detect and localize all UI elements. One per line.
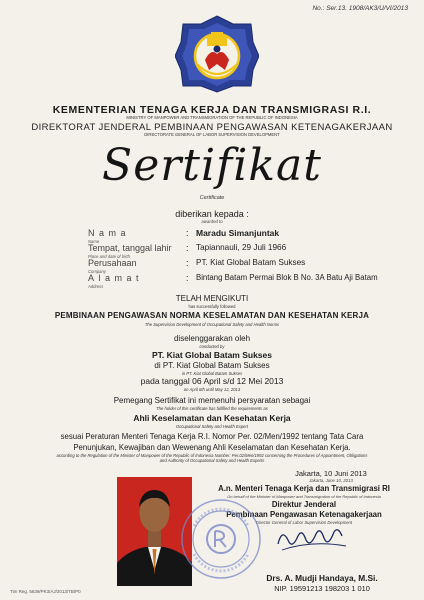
director-general-title: Direktur Jenderal [271, 500, 337, 509]
address-label-english: Address [88, 284, 104, 289]
regulation-english-line-1: according to the Regulation of the Minister of Manpower of the Republic of Indonesia Number: Per.02/Men/1992 concerning the Procedures of Appointment, Obligations [56, 453, 368, 458]
training-dates: pada tanggal 06 April s/d 12 Mei 2013 [140, 376, 284, 386]
certificate-title: Sertifikat [102, 140, 322, 191]
awarded-to-label: diberikan kepada : [175, 209, 249, 219]
address-value: Bintang Batam Permai Blok B No. 3A Batu Aji Batam [196, 273, 378, 282]
name-label: Nama [88, 228, 131, 238]
certificate-serial-number: No.: Ser.13. 1908/AK3/U/VI/2013 [312, 5, 408, 12]
birth-label-english: Place and date of birth [88, 254, 130, 259]
regulation-english-line-2: and Authority of Occupational Safety and Health Experts [159, 458, 265, 463]
organizer-location: di PT. Kiat Global Batam Sukses [154, 361, 270, 370]
company-value: PT. Kiat Global Batam Sukses [196, 258, 306, 267]
birth-label: Tempat, tanggal lahir [88, 243, 172, 253]
qualification-role: Ahli Keselamatan dan Kesehatan Kerja [133, 413, 291, 423]
name-colon: : [186, 228, 189, 238]
registration-footer: Tim Reg. 5639/PK3/AJ/2013/TB/P0 [10, 589, 81, 594]
holder-statement-english: The holder of this certificate has fulfilled the requirements as [156, 406, 268, 411]
official-stamp-icon [180, 498, 262, 580]
signature-place-date: Jakarta, 10 Juni 2013 [295, 469, 367, 478]
ministry-emblem-icon [175, 14, 259, 94]
handwritten-signature-icon [272, 520, 352, 556]
director-general-unit: Pembinaan Pengawasan Ketenagakerjaan [226, 510, 382, 519]
followed-label: TELAH MENGIKUTI [175, 294, 249, 303]
awarded-to-label-english: awarded to [201, 219, 223, 224]
organizer-name: PT. Kiat Global Batam Sukses [152, 350, 272, 360]
ministry-name-english: MINISTRY OF MANPOWER AND TRANSMIGRATION OF THE REPUBLIC OF INDONESIA [126, 115, 298, 120]
signatory-name: Drs. A. Mudji Handaya, M.Si. [266, 573, 378, 583]
held-by-label-english: conducted by [199, 344, 225, 349]
regulation-line-1: sesuai Peraturan Menteri Tenaga Kerja R.I. Nomor Per. 02/Men/1992 tentang Tata Cara [60, 432, 364, 441]
course-title: PEMBINAAN PENGAWASAN NORMA KESELAMATAN DAN KESEHATAN KERJA [54, 311, 370, 320]
company-label-english: Company [88, 269, 106, 274]
directorate-name-english: DIRECTORATE GENERAL OF LABOR SUPERVISION DEVELOPMENT [144, 132, 280, 137]
ministry-name: KEMENTERIAN TENAGA KERJA DAN TRANSMIGRASI R.I. [52, 104, 372, 116]
birth-value: Tapiannauli, 29 Juli 1966 [196, 243, 287, 252]
held-by-label: diselenggarakan oleh [173, 334, 251, 343]
directorate-name: DIREKTORAT JENDERAL PEMBINAAN PENGAWASAN KETENAGAKERJAAN [31, 122, 393, 133]
course-title-english: The Supervision Development of Occupational Safety and Health Norms [144, 322, 280, 327]
company-colon: : [186, 258, 189, 268]
address-colon: : [186, 273, 189, 283]
qualification-role-english: Occupational Safety and Health Expert [175, 424, 249, 429]
name-label-english: Name [88, 239, 100, 244]
director-general-english: Director General of Labor Supervision Development [255, 520, 353, 525]
on-behalf-minister-english: On behalf of the Minister of Manpower and Transmigration of the Republic of Indonesia [227, 494, 381, 499]
name-value: Maradu Simanjuntak [196, 228, 280, 238]
signature-place-date-english: Jakarta, June 10, 2013 [309, 478, 353, 483]
company-label: Perusahaan [88, 258, 137, 268]
followed-label-english: has successfully followed [188, 304, 236, 309]
holder-statement: Pemegang Sertifikat ini memenuhi persyaratan sebagai [113, 396, 311, 405]
signatory-nip: NIP. 19591213 198203 1 010 [274, 584, 370, 593]
organizer-location-english: in PT. Kiat Global Batam Sukses [181, 371, 243, 376]
address-label: Alamat [88, 273, 144, 283]
training-dates-english: on April 6th until May 12, 2013 [183, 387, 241, 392]
birth-colon: : [186, 243, 189, 253]
on-behalf-minister: A.n. Menteri Tenaga Kerja dan Transmigrasi RI [218, 484, 390, 493]
regulation-line-2: Penunjukan, Kewajiban dan Wewenang Ahli Keselamatan dan Kesehatan Kerja. [73, 443, 351, 452]
certificate-title-english: Certificate [199, 195, 225, 201]
